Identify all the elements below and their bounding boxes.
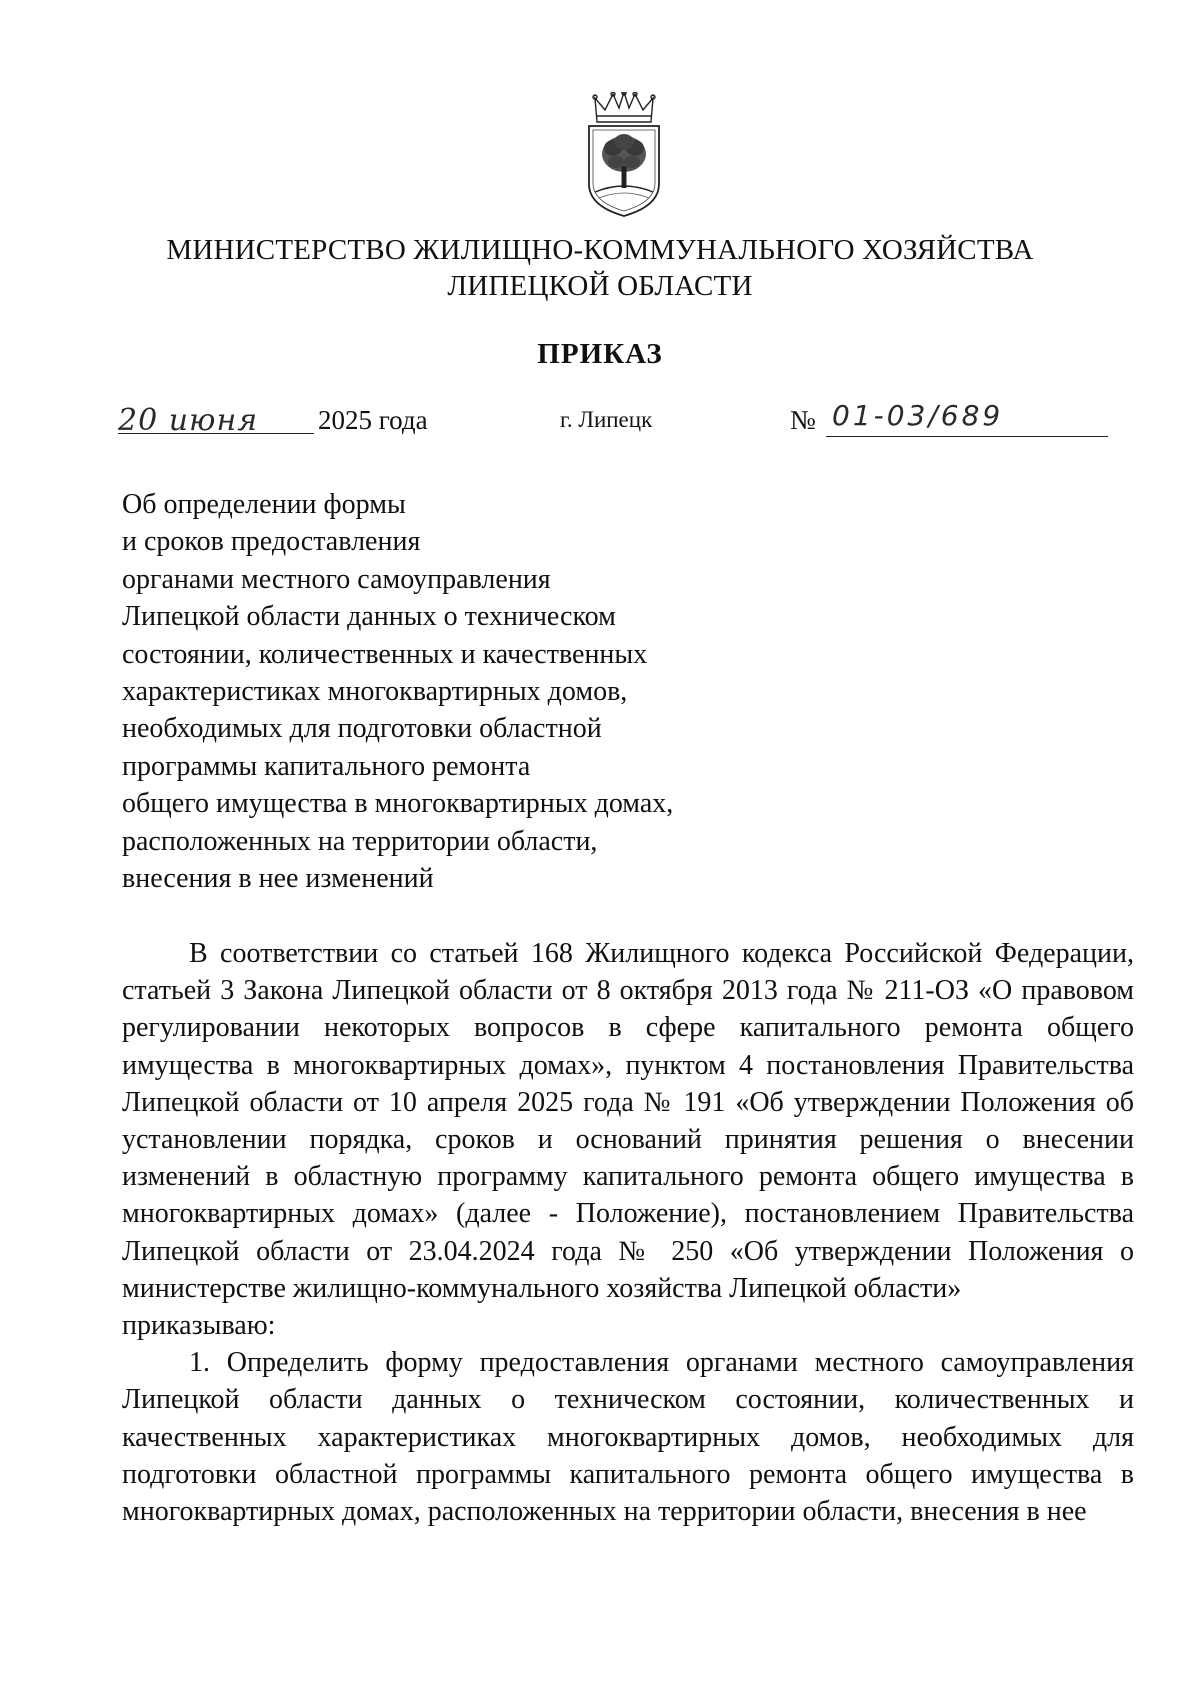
subject-line: характеристиках многоквартирных домов,	[122, 676, 628, 708]
subject-line: расположенных на территории области,	[122, 825, 598, 857]
order-subject	[122, 486, 673, 897]
document-type-title: ПРИКАЗ	[537, 338, 663, 370]
subject-line: и сроков предоставления	[122, 526, 421, 558]
city-label: г. Липецк	[560, 407, 653, 432]
ministry-name-line1: МИНИСТЕРСТВО ЖИЛИЩНО-КОММУНАЛЬНОГО ХОЗЯЙСТВА	[166, 234, 1034, 266]
ministry-name-line2: ЛИПЕЦКОЙ ОБЛАСТИ	[447, 270, 753, 302]
subject-line: необходимых для подготовки областной	[122, 713, 602, 745]
subject-line: органами местного самоуправления	[122, 563, 551, 595]
date-year: 2025 года	[318, 405, 428, 435]
item-1-paragraph: 1. Определить форму предоставления органами местного самоуправления Липецкой области данных о техническом состоянии, количественных и качественных характеристиках многоквартирных домов, необходимых для подготовки областной программы капитального ремонта общего имущества в многоквартирных домах, расположенных на территории области, внесения в нее	[122, 1347, 1134, 1528]
order-word: приказываю:	[122, 1310, 276, 1342]
subject-line: общего имущества в многоквартирных домах,	[122, 788, 674, 820]
ministry-name	[0, 232, 1200, 304]
subject-line: внесения в нее изменений	[122, 863, 434, 895]
subject-line: программы капитального ремонта	[122, 750, 531, 782]
preamble-paragraph: В соответствии со статьей 168 Жилищного кодекса Российской Федерации, статьей 3 Закона Липецкой области от 8 октября 2013 года № 211-ОЗ «О правовом регулировании некоторых вопросов в сфере капитального ремонта общего имущества в многоквартирных домах», пунктом 4 постановления Правительства Липецкой области от 10 апреля 2025 года № 191 «Об утверждении Положения об установлении порядка, сроков и оснований принятия решения о внесении изменений в областную программу капитального ремонта общего имущества в многоквартирных домах» (далее - Положение), постановлением Правительства Липецкой области от 23.04.2024 года № 250 «Об утверждении Положения о министерстве жилищно-коммунального хозяйства Липецкой области»	[122, 938, 1134, 1304]
subject-line: Об определении формы	[122, 489, 406, 520]
handwritten-number: 01-03/689	[826, 399, 1108, 437]
subject-line: состоянии, количественных и качественных	[122, 638, 648, 670]
order-body	[122, 935, 1134, 1530]
coat-of-arms-emblem	[583, 92, 665, 220]
handwritten-date: 20 июня	[118, 403, 314, 434]
subject-line: Липецкой области данных о техническом	[122, 601, 616, 633]
number-sign: №	[790, 405, 816, 435]
document-meta-row	[0, 399, 1200, 449]
